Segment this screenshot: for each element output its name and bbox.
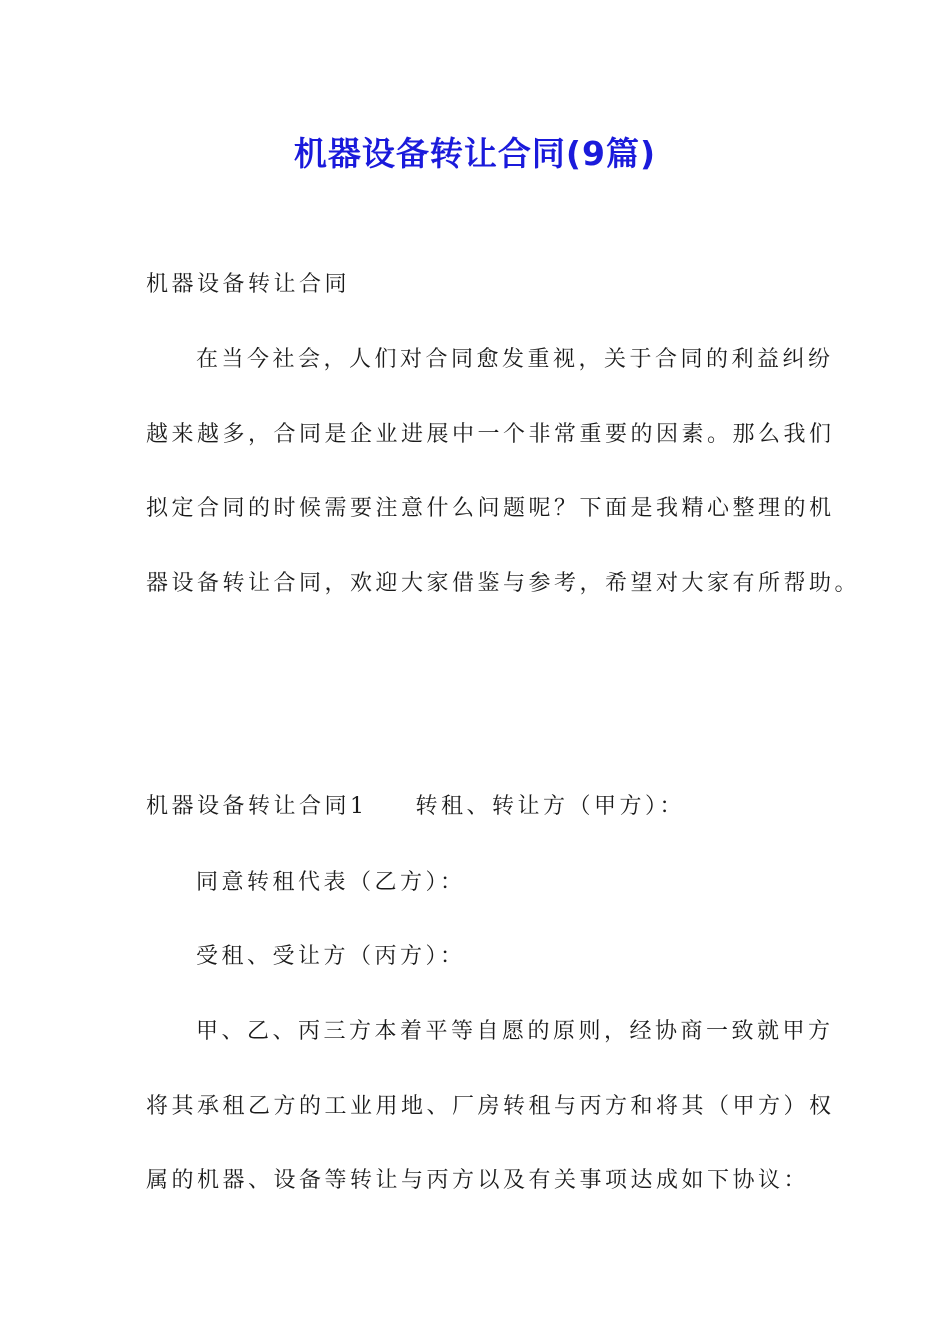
- section-heading-row: [146, 792, 685, 822]
- section-heading: 机器设备转让合同1: [146, 794, 368, 819]
- party-c-label: 受租、受让方（丙方）：: [196, 944, 466, 969]
- body-line-2: 将其承租乙方的工业用地、厂房转租与丙方和将其（甲方）权: [146, 1094, 835, 1119]
- intro-line-3: 拟定合同的时候需要注意什么问题呢？下面是我精心整理的机: [146, 496, 835, 521]
- party-a-label: 转租、转让方（甲方）：: [415, 794, 686, 819]
- document-title: 机器设备转让合同(9篇): [293, 134, 657, 173]
- intro-line-1: 在当今社会，人们对合同愈发重视，关于合同的利益纠纷: [196, 347, 834, 372]
- document-subtitle: 机器设备转让合同: [146, 272, 351, 297]
- intro-line-2: 越来越多，合同是企业进展中一个非常重要的因素。那么我们: [146, 422, 835, 447]
- intro-line-4: 器设备转让合同，欢迎大家借鉴与参考，希望对大家有所帮助。: [146, 571, 861, 596]
- party-b-label: 同意转租代表（乙方）：: [196, 870, 466, 895]
- body-line-1: 甲、乙、丙三方本着平等自愿的原则，经协商一致就甲方: [196, 1019, 834, 1044]
- body-line-3: 属的机器、设备等转让与丙方以及有关事项达成如下协议：: [146, 1168, 810, 1193]
